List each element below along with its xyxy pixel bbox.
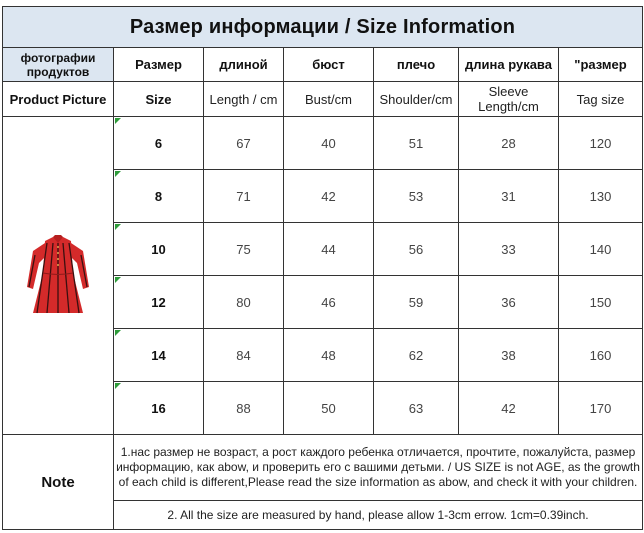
note-text-1: 1.нас размер не возраст, а рост каждого ребенка отличается, прочтите, пожалуйста, размер информацию, как abow, и проверить его с вашими детьми. / US SIZE is not AGE, as the growth of each child is different,Please read the size information as abow, and check it with your children. — [114, 435, 643, 501]
note-row — [3, 435, 643, 501]
tag-size-cell: 150 — [559, 276, 643, 329]
size-cell: 16 — [114, 382, 204, 435]
shoulder-cell: 63 — [374, 382, 459, 435]
header-photo-ru: фотографии продуктов — [3, 48, 114, 82]
note-text-2: 2. All the size are measured by hand, please allow 1-3cm errow. 1cm=0.39inch. — [114, 501, 643, 530]
tag-size-cell: 120 — [559, 117, 643, 170]
shoulder-cell: 62 — [374, 329, 459, 382]
size-cell: 14 — [114, 329, 204, 382]
tag-size-cell: 130 — [559, 170, 643, 223]
bust-cell: 50 — [284, 382, 374, 435]
header-length-ru: длиной — [204, 48, 284, 82]
header-row-english — [3, 82, 643, 117]
sleeve-cell: 42 — [459, 382, 559, 435]
shoulder-cell: 56 — [374, 223, 459, 276]
sleeve-cell: 31 — [459, 170, 559, 223]
shoulder-cell: 51 — [374, 117, 459, 170]
header-size-ru: Размер — [114, 48, 204, 82]
page-title: Размер информации / Size Information — [3, 7, 643, 48]
length-cell: 75 — [204, 223, 284, 276]
tag-size-cell: 140 — [559, 223, 643, 276]
length-cell: 84 — [204, 329, 284, 382]
header-photo-en: Product Picture — [3, 82, 114, 117]
header-sleeve-ru: длина рукава — [459, 48, 559, 82]
size-cell: 10 — [114, 223, 204, 276]
bust-cell: 48 — [284, 329, 374, 382]
header-bust-ru: бюст — [284, 48, 374, 82]
header-shoulder-en: Shoulder/cm — [374, 82, 459, 117]
tag-size-cell: 170 — [559, 382, 643, 435]
bust-cell: 44 — [284, 223, 374, 276]
bust-cell: 46 — [284, 276, 374, 329]
note-label: Note — [3, 435, 114, 530]
shoulder-cell: 53 — [374, 170, 459, 223]
header-sleeve-en: Sleeve Length/cm — [459, 82, 559, 117]
header-row-russian — [3, 48, 643, 82]
size-cell: 8 — [114, 170, 204, 223]
header-length-en: Length / cm — [204, 82, 284, 117]
length-cell: 67 — [204, 117, 284, 170]
sleeve-cell: 28 — [459, 117, 559, 170]
red-striped-dress-image — [23, 229, 93, 319]
table-row — [3, 117, 643, 170]
product-photo-cell — [3, 117, 114, 435]
sleeve-cell: 36 — [459, 276, 559, 329]
tag-size-cell: 160 — [559, 329, 643, 382]
sleeve-cell: 38 — [459, 329, 559, 382]
header-tag-ru: "размер — [559, 48, 643, 82]
shoulder-cell: 59 — [374, 276, 459, 329]
header-tag-en: Tag size — [559, 82, 643, 117]
size-cell: 12 — [114, 276, 204, 329]
sleeve-cell: 33 — [459, 223, 559, 276]
length-cell: 71 — [204, 170, 284, 223]
length-cell: 88 — [204, 382, 284, 435]
header-shoulder-ru: плечо — [374, 48, 459, 82]
bust-cell: 40 — [284, 117, 374, 170]
size-information-table — [2, 6, 643, 530]
length-cell: 80 — [204, 276, 284, 329]
size-cell: 6 — [114, 117, 204, 170]
header-bust-en: Bust/cm — [284, 82, 374, 117]
header-size-en: Size — [114, 82, 204, 117]
bust-cell: 42 — [284, 170, 374, 223]
